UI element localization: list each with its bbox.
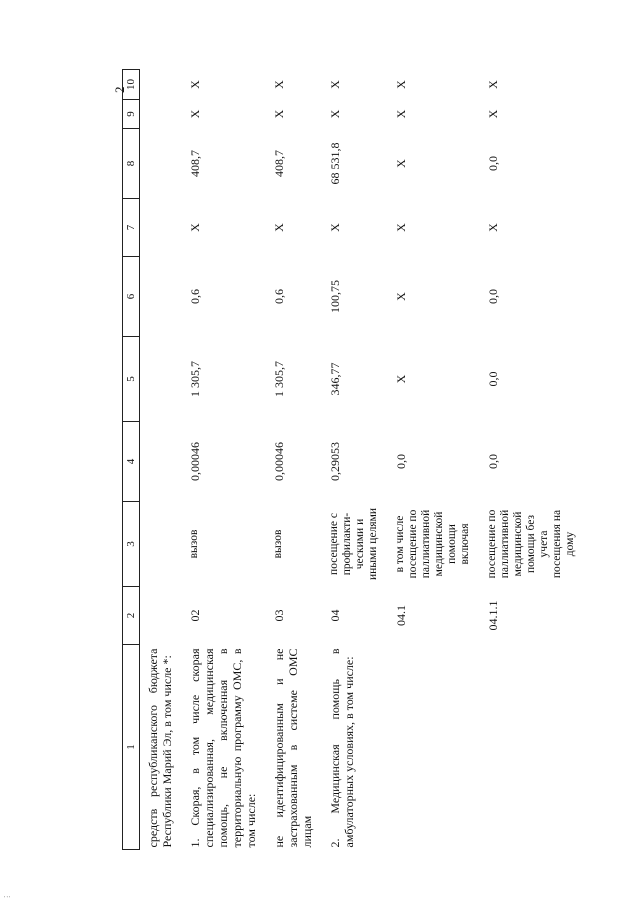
column-header: 1 xyxy=(123,645,140,850)
cell-col6: 0,6 xyxy=(188,289,202,304)
cell-col7: X xyxy=(328,223,342,232)
cell-col8: X xyxy=(394,159,408,168)
table-row xyxy=(480,70,585,850)
cell-col9: X xyxy=(394,109,408,119)
table-row xyxy=(322,70,388,850)
cell-col5: X xyxy=(394,374,408,384)
cell-col10: X xyxy=(272,80,286,89)
row-name xyxy=(480,645,585,850)
cell-col9: X xyxy=(272,109,286,119)
cell-col10: X xyxy=(394,80,408,89)
cell-col4 xyxy=(140,422,183,502)
column-number-row xyxy=(123,70,140,850)
row-unit: посещение по паллиативной медицинской помощи без учета посещения на дому xyxy=(486,509,576,579)
cell-col8: 68 531,8 xyxy=(328,142,342,185)
row-unit: вызов xyxy=(272,529,284,559)
cell-col8: 0,0 xyxy=(486,156,500,171)
cell-col5: 1 305,7 xyxy=(272,361,286,397)
cell-col9 xyxy=(140,100,183,129)
row-name: средств республиканского бюджета Республики Марий Эл, в том числе *: xyxy=(146,648,174,848)
row-code xyxy=(140,587,183,645)
cell-col7: X xyxy=(188,223,202,232)
cell-col7: X xyxy=(272,223,286,232)
cell-col4: 0,00046 xyxy=(272,442,286,481)
cell-col10: X xyxy=(486,80,500,89)
cell-col5: 0,0 xyxy=(486,371,500,387)
row-code: 04.1.1 xyxy=(486,600,500,631)
cell-col8 xyxy=(140,129,183,199)
cell-col4: 0,29053 xyxy=(328,442,342,481)
column-header: 5 xyxy=(123,337,140,422)
cell-col4: 0,0 xyxy=(486,454,500,469)
cell-col6: 0,0 xyxy=(486,289,500,304)
cell-col5: 346,77 xyxy=(328,362,342,396)
cell-col6 xyxy=(140,257,183,337)
table-row xyxy=(182,70,266,850)
cell-col7 xyxy=(140,199,183,257)
rotated-sheet xyxy=(100,0,639,905)
cell-col10: X xyxy=(188,80,202,89)
cell-col6: X xyxy=(394,292,408,301)
column-header: 9 xyxy=(123,100,140,129)
column-header: 8 xyxy=(123,129,140,199)
cell-col6: 100,75 xyxy=(328,280,342,313)
cell-col7: X xyxy=(394,223,408,232)
row-code: 04.1 xyxy=(394,605,408,626)
table-row xyxy=(388,70,480,850)
cell-col9: X xyxy=(188,109,202,119)
cell-col4: 0,00046 xyxy=(188,442,202,481)
column-header: 2 xyxy=(123,587,140,645)
column-header: 4 xyxy=(123,422,140,502)
cell-col10: X xyxy=(328,80,342,89)
cell-col10 xyxy=(140,70,183,100)
row-code: 02 xyxy=(188,609,202,622)
cell-col8: 408,7 xyxy=(188,150,202,177)
cell-col5 xyxy=(140,337,183,422)
row-unit: посещение с профилакти-ческими и иными целями xyxy=(328,507,379,581)
row-name xyxy=(388,645,480,850)
cell-col6: 0,6 xyxy=(272,289,286,304)
table-row xyxy=(266,70,322,850)
row-code: 04 xyxy=(328,609,342,622)
scan-mark: ' ' ' xyxy=(4,896,11,902)
row-unit: в том числе посещение по паллиативной медицинской помощи включая xyxy=(394,509,471,579)
row-unit: вызов xyxy=(188,529,200,559)
cell-col7: X xyxy=(486,223,500,232)
cell-col8: 408,7 xyxy=(272,150,286,177)
row-name: 2. Медицинская помощь в амбулаторных условиях, в том числе: xyxy=(328,648,356,848)
table-row xyxy=(140,70,183,850)
column-header: 10 xyxy=(123,70,140,100)
column-header: 6 xyxy=(123,257,140,337)
row-name: не идентифицированным и не застрахованным в системе ОМС лицам xyxy=(272,648,314,848)
data-table xyxy=(122,69,585,850)
row-name: 1. Скорая, в том числе скорая специализированная, медицинская помощь, не включенная в территориальную программу ОМС, в том числе: xyxy=(188,648,258,848)
cell-col4: 0,0 xyxy=(394,454,408,469)
column-header: 7 xyxy=(123,199,140,257)
column-header: 3 xyxy=(123,502,140,587)
row-code: 03 xyxy=(272,609,286,622)
cell-col9: X xyxy=(328,109,342,119)
row-unit xyxy=(140,502,183,587)
cell-col9: X xyxy=(486,109,500,119)
page-number: 2 xyxy=(112,86,127,93)
cell-col5: 1 305,7 xyxy=(188,361,202,397)
